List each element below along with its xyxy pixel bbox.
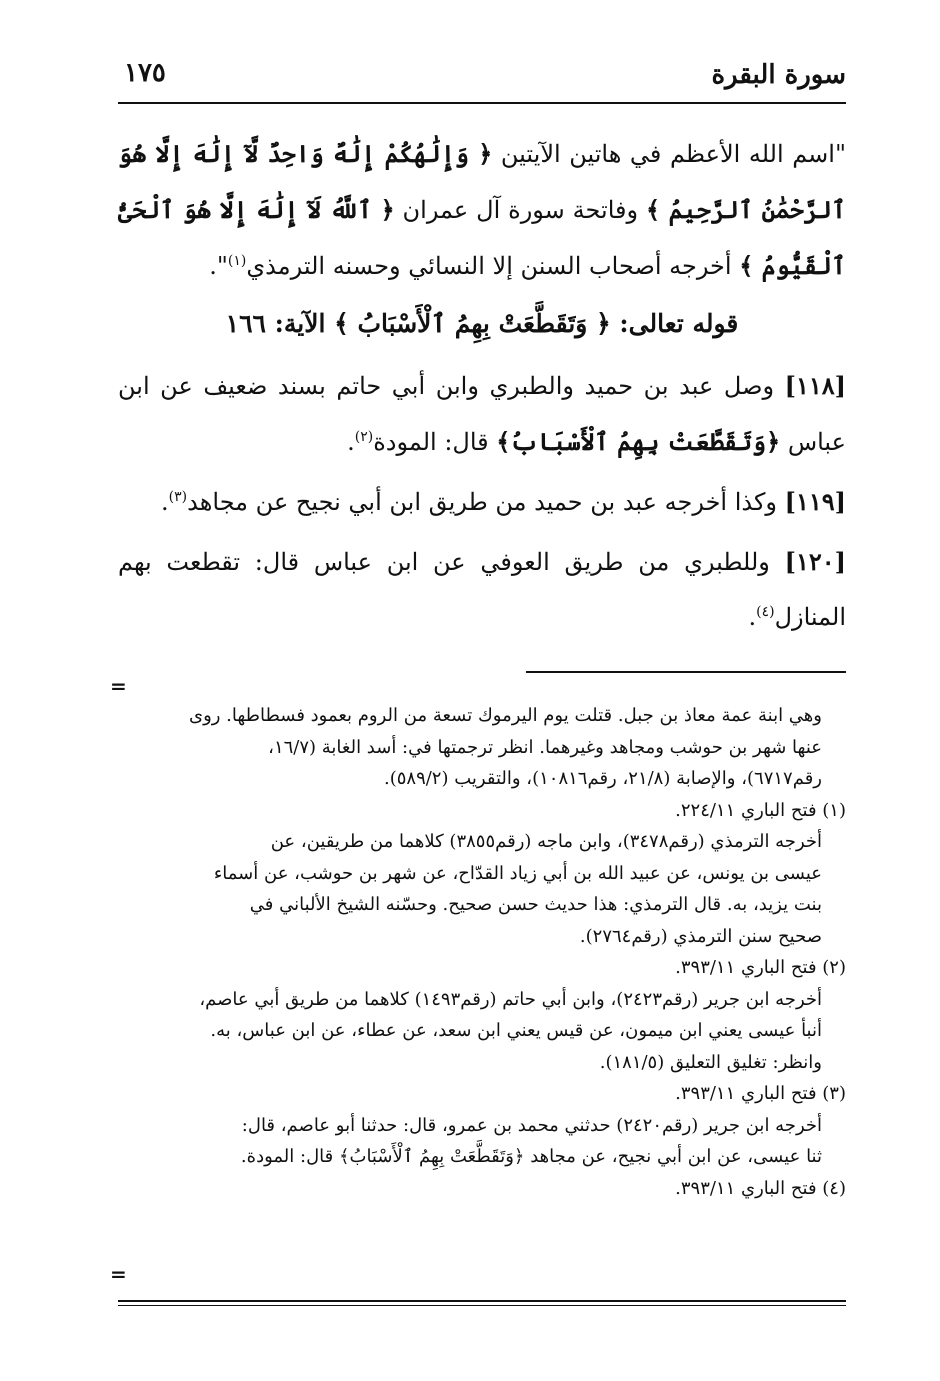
quran-quote-118: ﴿وَتَقَطَّعَتْ بِهِمُ ٱلْأَسْبَابُ﴾	[496, 427, 781, 456]
paragraph-119-text: وكذا أخرجه عبد بن حميد من طريق ابن أبي نجيح عن مجاهد	[187, 488, 785, 516]
header-rule	[118, 102, 846, 104]
continuation-mark-top: =	[110, 674, 127, 698]
verse-heading	[118, 294, 846, 354]
intro-text-2: وفاتحة سورة آل عمران	[394, 196, 646, 224]
footnote-line: أنبأ عيسى يعني ابن ميمون، عن قيس يعني ابن سعد، عن عطاء، عن ابن عباس، به.	[210, 1020, 822, 1041]
footnote-4-source: (٤) فتح الباري ٣٩٣/١١.	[675, 1177, 846, 1199]
quran-quote-2: ﴿ ٱللَّهُ لَآ إِلَٰهَ إِلَّا هُوَ ٱلْحَىُّ ٱلْقَيُّومُ ﴾	[118, 195, 846, 280]
book-page	[110, 0, 846, 1381]
paragraph-118-text-2: قال: المودة	[373, 428, 497, 456]
narration-number-118: [١١٨]	[784, 371, 846, 400]
footnotes	[118, 700, 846, 1204]
paragraph-120-end: .	[748, 603, 757, 631]
page-bottom-rule-thin	[118, 1305, 846, 1306]
continuation-mark-bottom: =	[110, 1262, 127, 1286]
page-number: ١٧٥	[124, 58, 166, 88]
quran-quote-1: ﴿ وَإِلَٰهُكُمْ إِلَٰهٌ وَاحِدٌ لَّآ إِلَٰهَ إِلَّا هُوَ ٱلرَّحْمَٰنُ ٱلرَّحِيمُ ﴾	[118, 139, 846, 224]
paragraph-120-text: وللطبري من طريق العوفي عن ابن عباس قال: تقطعت بهم المنازل	[118, 548, 846, 631]
heading-verse-number: الآية: ١٦٦	[225, 309, 335, 338]
footnote-line: أخرجه ابن جرير (رقم٢٤٢٠) حدثني محمد بن عمرو، قال: حدثنا أبو عاصم، قال:	[241, 1114, 822, 1136]
footnote-line: أخرجه الترمذي (رقم٣٤٧٨)، وابن ماجه (رقم٣٨٥٥) كلاهما من طريقين، عن	[270, 831, 822, 852]
paragraph-119-end: .	[161, 488, 169, 516]
narration-number-119: [١١٩]	[784, 487, 846, 516]
footnote-line: وهي ابنة عمة معاذ بن جبل. قتلت يوم اليرموك تسعة من الروم بعمود فسطاطها. روى	[188, 705, 822, 726]
paragraph-118-end: .	[347, 428, 355, 456]
footnote-ref-1[interactable]: (١)	[227, 253, 247, 269]
footnote-line: عنها شهر بن حوشب ومجاهد وغيرهما. انظر ترجمتها في: أسد الغابة (١٦/٧،	[268, 736, 822, 758]
narration-number-120: [١٢٠]	[784, 547, 846, 576]
footnote-3-source: (٣) فتح الباري ٣٩٣/١١.	[675, 1083, 846, 1104]
footnote-line: وانظر: تغليق التعليق (١٨١/٥).	[599, 1051, 822, 1073]
surah-title: سورة البقرة	[711, 60, 846, 90]
main-text	[118, 126, 846, 645]
paragraph-118	[118, 358, 846, 470]
page-bottom-rule	[118, 1300, 846, 1302]
paragraph-119	[118, 474, 846, 530]
footnote-line: ثنا عيسى، عن ابن أبي نجيح، عن مجاهد ﴿وَتَقَطَّعَتْ بِهِمُ ٱلْأَسْبَابُ﴾ قال: المودة.	[240, 1146, 822, 1167]
footnote-line: أخرجه ابن جرير (رقم٢٤٢٣)، وابن أبي حاتم (رقم١٤٩٣) كلاهما من طريق أبي عاصم،	[199, 988, 822, 1010]
footnote-1-source: (١) فتح الباري ٢٢٤/١١.	[675, 799, 846, 821]
running-header	[118, 58, 846, 98]
footnote-line: بنت يزيد، به. قال الترمذي: هذا حديث حسن صحيح. وحسّنه الشيخ الألباني في	[249, 894, 822, 915]
footnote-2-source: (٢) فتح الباري ٣٩٣/١١.	[675, 957, 846, 978]
footnote-line: رقم٦٧١٧)، والإصابة (٢١/٨، رقم١٠٨١٦)، والتقريب (٥٨٩/٢).	[383, 768, 822, 789]
footnote-separator	[526, 671, 846, 673]
heading-quote: ﴿ وَتَقَطَّعَتْ بِهِمُ ٱلْأَسْبَابُ ﴾	[334, 309, 611, 338]
paragraph-120	[118, 534, 846, 645]
intro-text-end: ".	[209, 252, 228, 280]
footnote-ref-4[interactable]: (٤)	[756, 604, 775, 620]
footnote-ref-3[interactable]: (٣)	[168, 489, 188, 505]
heading-label: قوله تعالى:	[610, 309, 739, 338]
intro-text-3: أخرجه أصحاب السنن إلا النسائي وحسنه الترمذي	[246, 252, 740, 280]
footnote-line: عيسى بن يونس، عن عبيد الله بن أبي زياد القدّاح، عن شهر بن حوشب، عن أسماء	[213, 862, 822, 884]
footnote-ref-2[interactable]: (٢)	[354, 429, 374, 445]
footnote-line: صحيح سنن الترمذي (رقم٢٧٦٤).	[579, 925, 822, 947]
paragraph-intro	[118, 126, 846, 294]
intro-text-1: "اسم الله الأعظم في هاتين الآيتين	[492, 140, 846, 168]
paragraph-118-text: وصل عبد بن حميد والطبري وابن أبي حاتم بسند ضعيف عن ابن عباس	[118, 372, 846, 456]
